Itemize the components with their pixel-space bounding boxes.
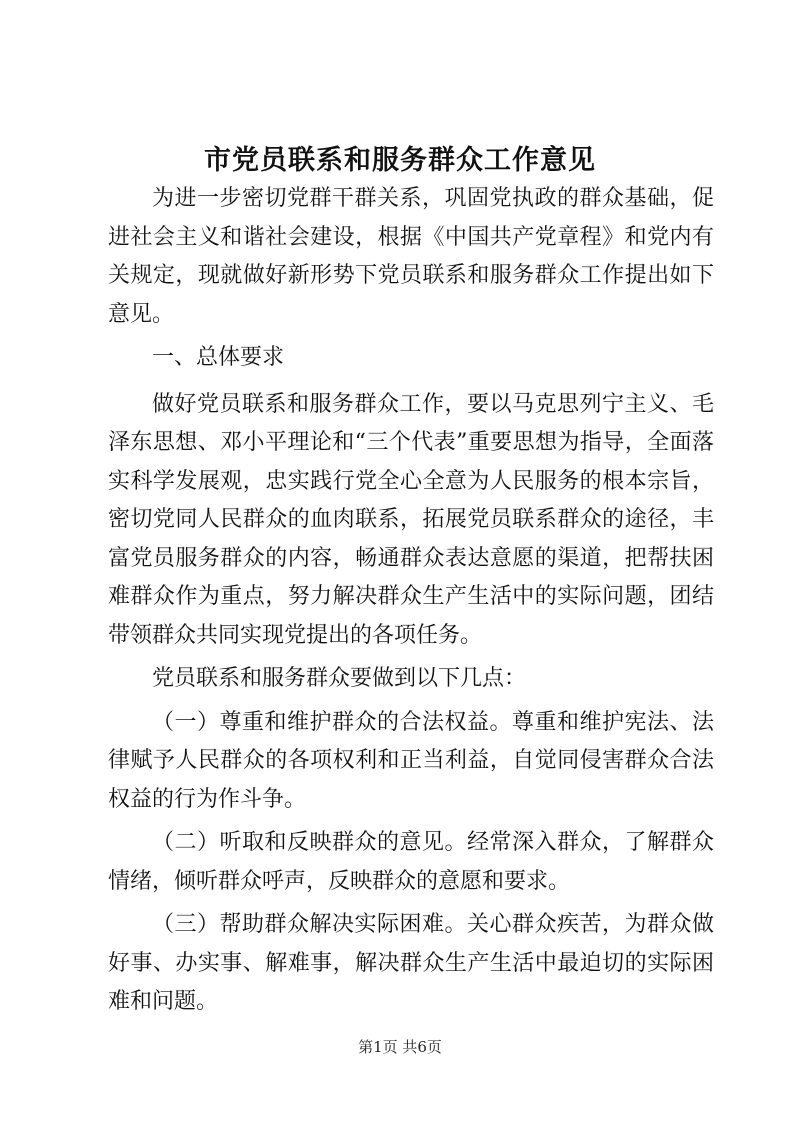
general-requirements-paragraph: 做好党员联系和服务群众工作，要以马克思列宁主义、毛泽东思想、邓小平理论和“三个代表”重要思想为指导，全面落实科学发展观，忠实践行党全心全意为人民服务的根本宗旨，密切党同人民群众的血肉联系，拓展党员联系群众的途径，丰富党员服务群众的内容，畅通群众表达意愿的渠道，把帮扶困难群众作为重点，努力解决群众生产生活中的实际问题，团结带领群众共同实现党提出的各项任务。: [108, 391, 714, 648]
page-footer: 第1页 共6页: [358, 1038, 442, 1056]
section-heading-general-requirements: 一、总体要求: [152, 345, 285, 370]
point-3-paragraph: （三）帮助群众解决实际困难。关心群众疾苦，为群众做好事、办实事、解难事，解决群众生产生活中最迫切的实际困难和问题。: [108, 912, 714, 1014]
point-2-paragraph: （二）听取和反映群众的意见。经常深入群众，了解群众情绪，倾听群众呼声，反映群众的意愿和要求。: [108, 830, 714, 894]
document-body: [108, 180, 714, 1027]
document-title: 市党员联系和服务群众工作意见: [204, 145, 596, 176]
intro-paragraph: 为进一步密切党群干群关系，巩固党执政的群众基础，促进社会主义和谐社会建设，根据《中国共产党章程》和党内有关规定，现就做好新形势下党员联系和服务群众工作提出如下意见。: [108, 186, 714, 327]
points-intro-paragraph: 党员联系和服务群众要做到以下几点：: [152, 666, 527, 691]
point-1-paragraph: （一）尊重和维护群众的合法权益。尊重和维护宪法、法律赋予人民群众的各项权利和正当利益，自觉同侵害群众合法权益的行为作斗争。: [108, 709, 714, 812]
